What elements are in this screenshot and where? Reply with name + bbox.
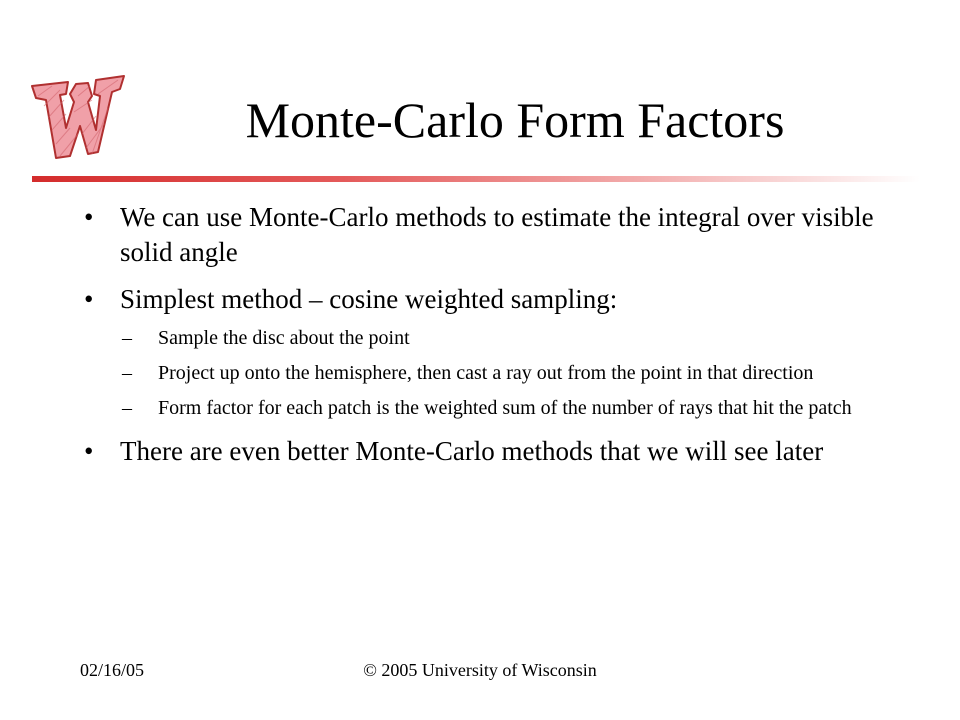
wisconsin-w-logo-icon	[26, 72, 130, 162]
bullet-marker: •	[84, 202, 94, 232]
bullet-item	[84, 200, 894, 270]
bullet-marker: •	[84, 436, 94, 466]
sub-bullet-item	[122, 325, 894, 352]
footer-date: 02/16/05	[80, 660, 145, 680]
sub-bullet-item	[122, 395, 894, 422]
sub-bullet-item	[122, 360, 894, 387]
logo-shape	[32, 76, 124, 158]
sub-bullet-marker: –	[122, 327, 132, 349]
sub-bullet-marker: –	[122, 362, 132, 384]
slide-content	[84, 200, 894, 469]
bullet-text: We can use Monte-Carlo methods to estimate the integral over visible solid angle	[120, 202, 874, 267]
footer-copyright: © 2005 University of Wisconsin	[363, 660, 597, 680]
bullet-text: Simplest method – cosine weighted sampling:	[120, 284, 618, 314]
sub-bullet-marker: –	[122, 397, 132, 419]
sub-bullet-text: Sample the disc about the point	[158, 327, 410, 349]
bullet-text: There are even better Monte-Carlo methods that we will see later	[120, 436, 824, 466]
sub-bullet-text: Project up onto the hemisphere, then cast a ray out from the point in that direction	[158, 362, 814, 384]
bullet-item	[84, 434, 894, 469]
title-divider	[32, 176, 920, 182]
sub-bullet-text: Form factor for each patch is the weighted sum of the number of rays that hit the patch	[158, 397, 852, 419]
slide-title: Monte-Carlo Form Factors	[245, 92, 785, 148]
bullet-marker: •	[84, 284, 94, 314]
bullet-item	[84, 282, 894, 317]
